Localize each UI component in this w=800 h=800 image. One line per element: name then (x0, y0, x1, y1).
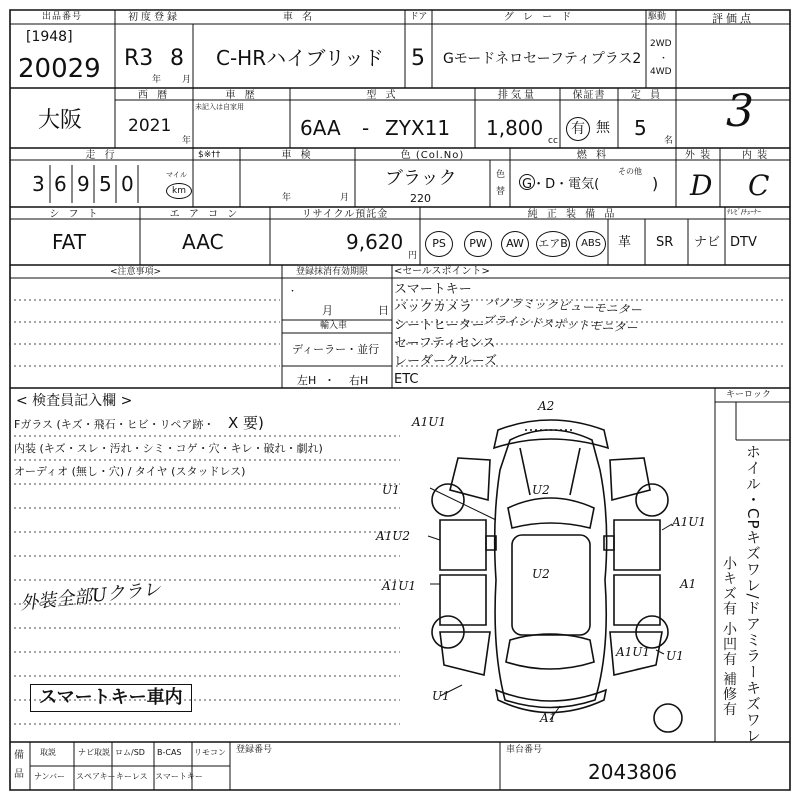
model-year-label: 西 暦 (137, 90, 171, 101)
equip-leather: 革 (618, 235, 632, 250)
footer-item: スマートキー (155, 772, 203, 781)
year-unit: 年 (152, 75, 162, 85)
reg-no-label: 登録番号 (236, 745, 273, 755)
chassis-number: 2043806 (588, 760, 678, 784)
displacement: 1,800 (486, 116, 544, 140)
damage-mark: A1 (680, 577, 697, 591)
fuel-label: 燃 料 (576, 150, 610, 161)
score-label: 評価点 (712, 12, 754, 25)
selling-label: <セールスポイント> (394, 266, 490, 277)
hand-note-exterior: 外装全部Uクラレ (19, 578, 162, 615)
damage-mark: A1U1 (672, 515, 707, 529)
damage-mark: U1 (382, 483, 400, 497)
warranty-yes: 有 (566, 117, 590, 141)
equip-navi: ナビ (694, 235, 721, 250)
model-year: 2021 (128, 116, 172, 136)
type-prefix: 6AA (300, 116, 341, 140)
recycle-label: リサイクル預託金 (301, 209, 389, 220)
import-label: 輸入車 (320, 321, 348, 331)
equip-label: 純 正 装 備 品 (527, 209, 618, 220)
point-item: ETC (394, 372, 419, 387)
displacement-label: 排気量 (498, 90, 537, 101)
first-reg-label: 初度登録 (128, 12, 180, 23)
footer-item: ナンバー (34, 772, 66, 781)
capacity-label: 定 員 (630, 90, 664, 101)
key-lock-label: キーロック (726, 390, 771, 400)
lot-bracket: [1948] (26, 29, 73, 45)
reg-expiry-label: 登録抹消有効期限 (296, 267, 369, 277)
inspection-line-glass: Fガラス (キズ・飛石・ヒビ・リペア跡・ (14, 418, 215, 431)
right-hand: 右H (349, 374, 369, 387)
point-item: レーダークルーズ (394, 354, 497, 369)
left-hand: 左H (297, 374, 317, 387)
damage-mark: A1U1 (382, 579, 417, 593)
point-item: シートヒーター (394, 318, 485, 333)
footer-item: キーレス (116, 772, 148, 781)
inspection-label: 車 検 (281, 150, 314, 161)
damage-mark: A1U2 (376, 529, 411, 543)
point-item: バックカメラ (394, 300, 473, 315)
shift-label: シ フ ト (49, 209, 101, 220)
history-note: 未記入は自家用 (195, 103, 244, 111)
color-no: 220 (410, 192, 431, 205)
auction-label: 出品番号 (41, 12, 82, 22)
mileage-digit: 3 (32, 172, 45, 196)
equip-aw: AW (501, 231, 529, 257)
first-reg-month: 8 (170, 46, 184, 71)
mileage-digit: 9 (77, 172, 90, 196)
footer-item: リモコン (194, 748, 226, 757)
chassis-label: 車台番号 (506, 745, 543, 755)
lot-number: 20029 (18, 54, 101, 84)
region: 大阪 (38, 108, 83, 133)
grade: Gモードネロセーフティプラス2 (443, 51, 642, 67)
history-label: 車 歴 (225, 90, 258, 101)
first-reg-era: R3 (124, 46, 154, 71)
hand-note: パノラミックビューモニター (485, 294, 643, 318)
footer-item: スペアキー (76, 772, 116, 781)
recycle-amount: 9,620 (346, 230, 404, 254)
ac: AAC (182, 230, 224, 254)
mile-unit: マイル (166, 171, 187, 179)
inspection-line-audio: オーディオ (無し・穴) / タイヤ (スタッドレス) (14, 465, 246, 478)
side-text-damage: ホイル・CPキズワレ/ドアミラーキズワレ (744, 444, 762, 744)
damage-mark: A1 (540, 711, 557, 725)
inspection-line-interior: 内装 (キズ・スレ・汚れ・シミ・コゲ・穴・キレ・破れ・劇れ) (14, 442, 323, 455)
warranty-label: 保証書 (572, 90, 606, 101)
mileage-digit: 5 (99, 172, 112, 196)
auction-sheet: 出品番号 [1948] 20029 初度登録 R3 8 年 月 車 名 C-HRハイブリッド ドア 5 グ レ ー ド Gモードネロセーフティプラス2 駆動 2WD ・ 4WD 評価点 3 大阪 西 暦 2021 年 車 歴 未記入は自家用 型 式 6AA - ZYX11 排気量 1,800 cc 保証書 有 無 定 員 5 名 走 行 3 6 9 5 0 マイル km $※†† 車 検 年 月 色 (Col.No) ブラック 220 色替 燃 料 G・D・電気( その他 ) 外 装 D 内 装 C シ フ ト FAT エ ア コ ン AAC リサイクル預託金 9,620 円 純 正 装 備 品 PS PW AW エアB ABS 革 SR ナビ DTV ﾃﾚﾋﾞ/ﾁｭｰﾅｰ <注意事項> 登録抹消有効期限 ・ 月 日 輸入車 ディーラー・並行 左H ・ 右H <セールスポイント> スマートキー バックカメラ シートヒーター セーフティセンス レーダークルーズ ETC パノラミックビューモニター ブラインドスポットモニター < 検査員記入欄 > Fガラス (キズ・飛石・ヒビ・リペア跡・ X 要) 内装 (キズ・スレ・汚れ・シミ・コゲ・穴・キレ・破れ・劇れ) オーディオ (無し・穴) / タイヤ (スタッドレス) 外装全部Uクラレ スマートキー車内 キーロック ホイル・CPキズワレ/ドアミラーキズワレ 小キズ有 小凹有 補修有 A1U1 A2 U1 U2 A1U2 A1U1 A1U1 U2 A1U1 A1 U1 U1 A1 備品 取説 ナビ取説 ロム/SD B-CAS リモコン ナンバー スペアキー キーレス スマートキー 登録番号 車台番号 2043806 (0, 0, 800, 800)
equip-dtv: DTV (730, 235, 757, 250)
smart-key-note: スマートキー車内 (30, 684, 192, 712)
tv-label: ﾃﾚﾋﾞ/ﾁｭｰﾅｰ (727, 208, 761, 216)
color-change-label: 色替 (496, 170, 506, 198)
grade-label: グ レ ー ド (503, 12, 575, 23)
shift: FAT (52, 230, 87, 254)
footer-item: 取説 (40, 748, 56, 757)
color-label: 色 (Col.No) (400, 150, 465, 161)
damage-mark: U1 (432, 689, 450, 703)
fuel-other: その他 (618, 167, 642, 176)
footer-items-label: 備品 (14, 750, 24, 780)
footer-item: ロム/SD (115, 748, 145, 757)
equip-abs: ABS (576, 231, 606, 257)
door-label: ドア (409, 12, 428, 22)
drive-2wd: 2WD (650, 39, 672, 49)
equip-airbag: エアB (536, 231, 570, 257)
caution-label: <注意事項> (110, 267, 162, 277)
ac-label: エ ア コ ン (169, 209, 241, 220)
type-code: ZYX11 (385, 116, 451, 140)
damage-mark: U2 (532, 483, 550, 497)
interior-grade: C (748, 169, 770, 202)
color: ブラック (385, 168, 457, 189)
exterior-grade: D (690, 169, 713, 202)
interior-label: 内 装 (741, 150, 769, 161)
km-unit: km (166, 183, 192, 199)
fuel-selected-circle (519, 174, 535, 190)
door-count: 5 (411, 46, 425, 71)
car-name: C-HRハイブリッド (216, 46, 384, 70)
type-label: 型 式 (366, 90, 399, 101)
side-text-condition: 小キズ有 小凹有 補修有 (721, 556, 737, 717)
warranty-no: 無 (596, 120, 610, 136)
mileage-label: 走 行 (85, 150, 118, 161)
damage-mark: U1 (666, 649, 684, 663)
mileage-digit: 6 (54, 172, 67, 196)
equip-ps: PS (425, 231, 453, 257)
drive-label: 駆動 (648, 12, 667, 22)
score: 3 (726, 86, 754, 137)
damage-mark: U2 (532, 567, 550, 581)
point-item: スマートキー (394, 282, 472, 297)
import-dealer: ディーラー・並行 (292, 343, 380, 356)
footer-item: B-CAS (157, 748, 182, 757)
damage-mark: A1U1 (412, 415, 447, 429)
replaced-label: $※†† (198, 150, 221, 160)
exterior-label: 外 装 (684, 150, 712, 161)
point-item: セーフティセンス (394, 336, 496, 351)
fuel-options: G・D・電気( (522, 177, 600, 192)
hand-note: ブラインドスポットモニター (481, 312, 638, 336)
damage-mark: A2 (538, 399, 555, 413)
capacity: 5 (634, 116, 647, 140)
glass-mark: X 要) (228, 414, 264, 432)
drive-4wd: 4WD (650, 67, 672, 77)
car-name-label: 車 名 (282, 12, 316, 23)
month-unit: 月 (182, 75, 192, 85)
mileage-digit: 0 (121, 172, 134, 196)
damage-mark: A1U1 (616, 645, 651, 659)
equip-pw: PW (464, 231, 492, 257)
footer-item: ナビ取説 (78, 748, 110, 757)
inspection-title: < 検査員記入欄 > (16, 393, 133, 409)
equip-sunroof: SR (656, 235, 674, 250)
